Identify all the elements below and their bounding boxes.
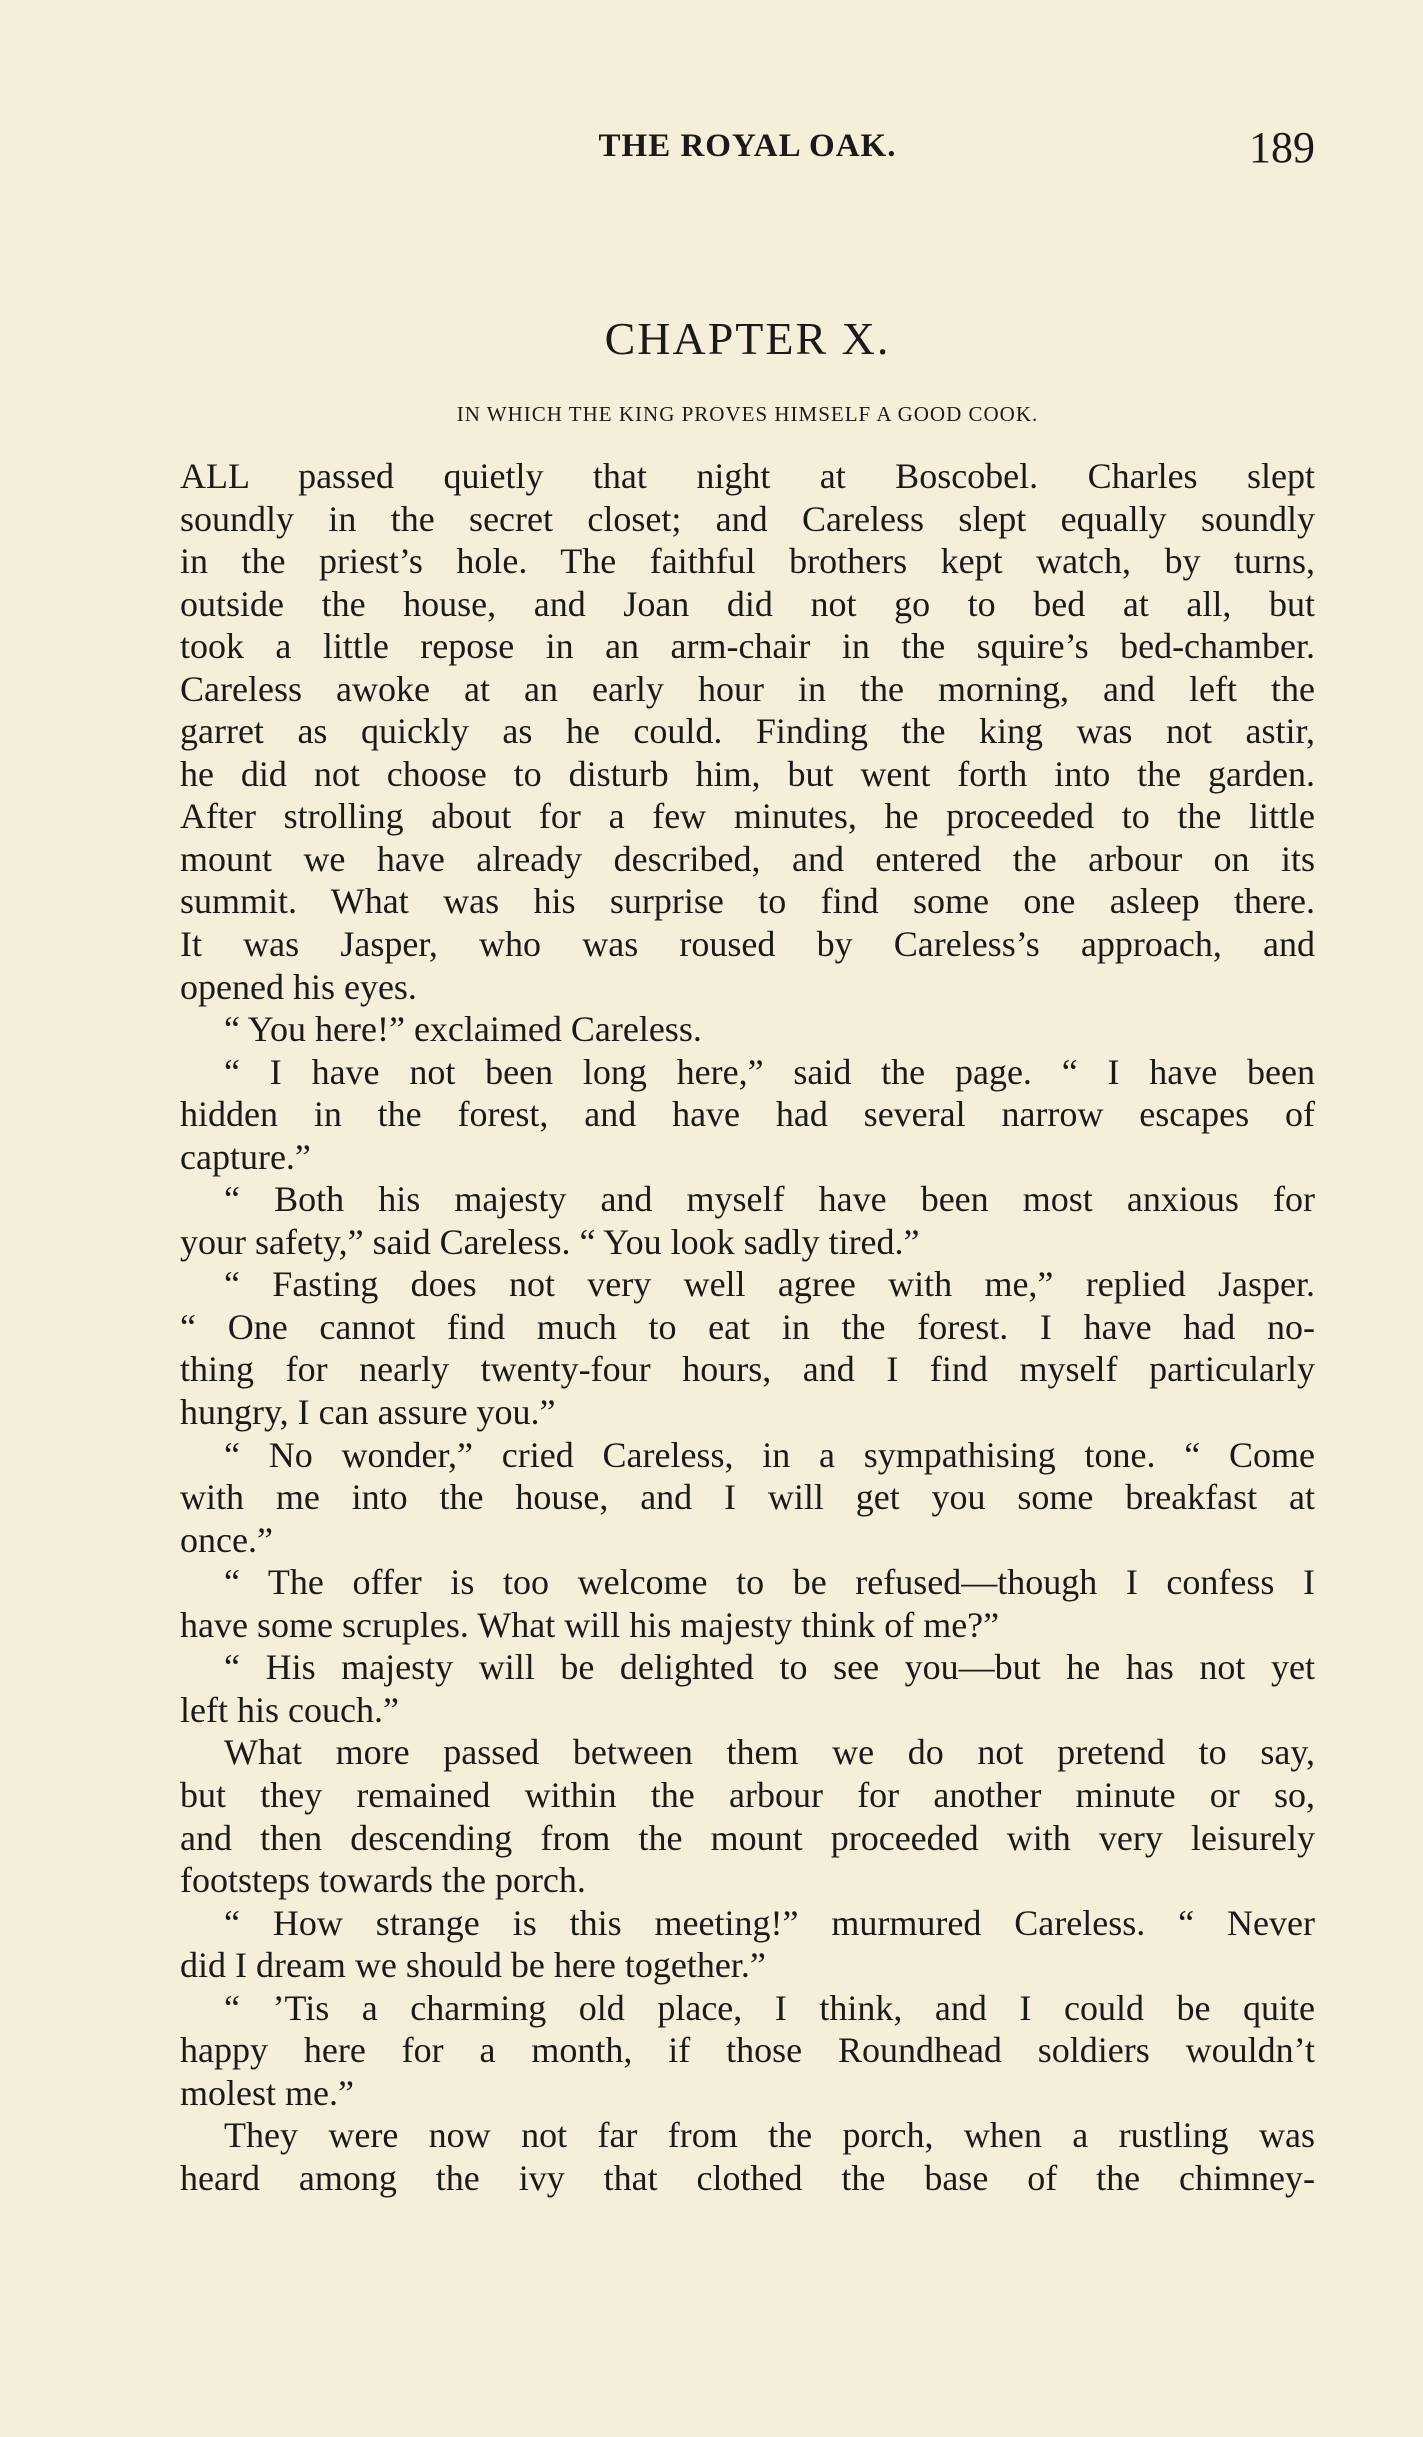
text-line: with me into the house, and I will get you some breakfast at (180, 1477, 1315, 1518)
running-title: THE ROYAL OAK. (598, 128, 897, 164)
text-line: capture.” (180, 1136, 311, 1177)
text-line: “ Both his majesty and myself have been most anxious for (224, 1179, 1315, 1220)
text-line: hungry, I can assure you.” (180, 1392, 556, 1433)
text-line: “ Fasting does not very well agree with me,” replied Jasper. (224, 1264, 1315, 1305)
text-line: They were now not far from the porch, when a rustling was (224, 2115, 1315, 2156)
chapter-subtitle: IN WHICH THE KING PROVES HIMSELF A GOOD COOK. (456, 402, 1039, 426)
text-line: Careless awoke at an early hour in the morning, and left the (180, 668, 1315, 709)
text-line: thing for nearly twenty-four hours, and I find myself particularly (180, 1349, 1315, 1390)
text-line: happy here for a month, if those Roundhead soldiers wouldn’t (180, 2030, 1315, 2071)
text-line: did I dream we should be here together.” (180, 1945, 766, 1986)
text-line: garret as quickly as he could. Finding the king was not astir, (180, 711, 1315, 752)
text-line: “ No wonder,” cried Careless, in a sympathising tone. “ Come (224, 1434, 1315, 1475)
text-line: summit. What was his surprise to find some one asleep there. (180, 881, 1315, 922)
text-line: he did not choose to disturb him, but went forth into the garden. (180, 753, 1315, 794)
text-line: opened his eyes. (180, 966, 417, 1007)
text-line: It was Jasper, who was roused by Careless’s approach, and (180, 924, 1315, 965)
running-head (180, 123, 1315, 178)
text-line: “ ’Tis a charming old place, I think, and I could be quite (224, 1987, 1315, 2028)
text-line: “ How strange is this meeting!” murmured Careless. “ Never (224, 1902, 1315, 1943)
text-line: once.” (180, 1519, 273, 1560)
text-line: What more passed between them we do not pretend to say, (224, 1732, 1315, 1773)
body-text (180, 455, 1315, 2199)
text-line: mount we have already described, and entered the arbour on its (180, 838, 1315, 879)
text-line: “ His majesty will be delighted to see you—but he has not yet (224, 1647, 1315, 1688)
text-line: molest me.” (180, 2072, 354, 2113)
text-line: left his couch.” (180, 1689, 399, 1730)
text-line: After strolling about for a few minutes, he proceeded to the little (180, 796, 1315, 837)
chapter-title: CHAPTER X. (604, 313, 891, 364)
text-line: your safety,” said Careless. “ You look sadly tired.” (180, 1221, 920, 1262)
text-line: but they remained within the arbour for another minute or so, (180, 1774, 1315, 1815)
text-line: footsteps towards the porch. (180, 1860, 586, 1901)
text-line: “ One cannot find much to eat in the forest. I have had no- (180, 1306, 1315, 1347)
text-line: “ You here!” exclaimed Careless. (224, 1009, 702, 1050)
text-line: took a little repose in an arm-chair in the squire’s bed-chamber. (180, 626, 1315, 667)
text-line: “ I have not been long here,” said the page. “ I have been (224, 1051, 1315, 1092)
text-line: and then descending from the mount proceeded with very leisurely (180, 1817, 1315, 1858)
text-line: outside the house, and Joan did not go to bed at all, but (180, 583, 1315, 624)
page-number: 189 (1249, 123, 1315, 172)
text-line: “ The offer is too welcome to be refused—though I confess I (224, 1562, 1315, 1603)
text-line: ALL passed quietly that night at Boscobel. Charles slept (180, 456, 1315, 496)
text-line: have some scruples. What will his majesty think of me?” (180, 1604, 1000, 1645)
text-line: soundly in the secret closet; and Careless slept equally soundly (180, 498, 1315, 539)
text-line: in the priest’s hole. The faithful brothers kept watch, by turns, (180, 541, 1315, 582)
text-line: heard among the ivy that clothed the base of the chimney- (180, 2157, 1315, 2198)
text-line: hidden in the forest, and have had several narrow escapes of (180, 1094, 1315, 1135)
